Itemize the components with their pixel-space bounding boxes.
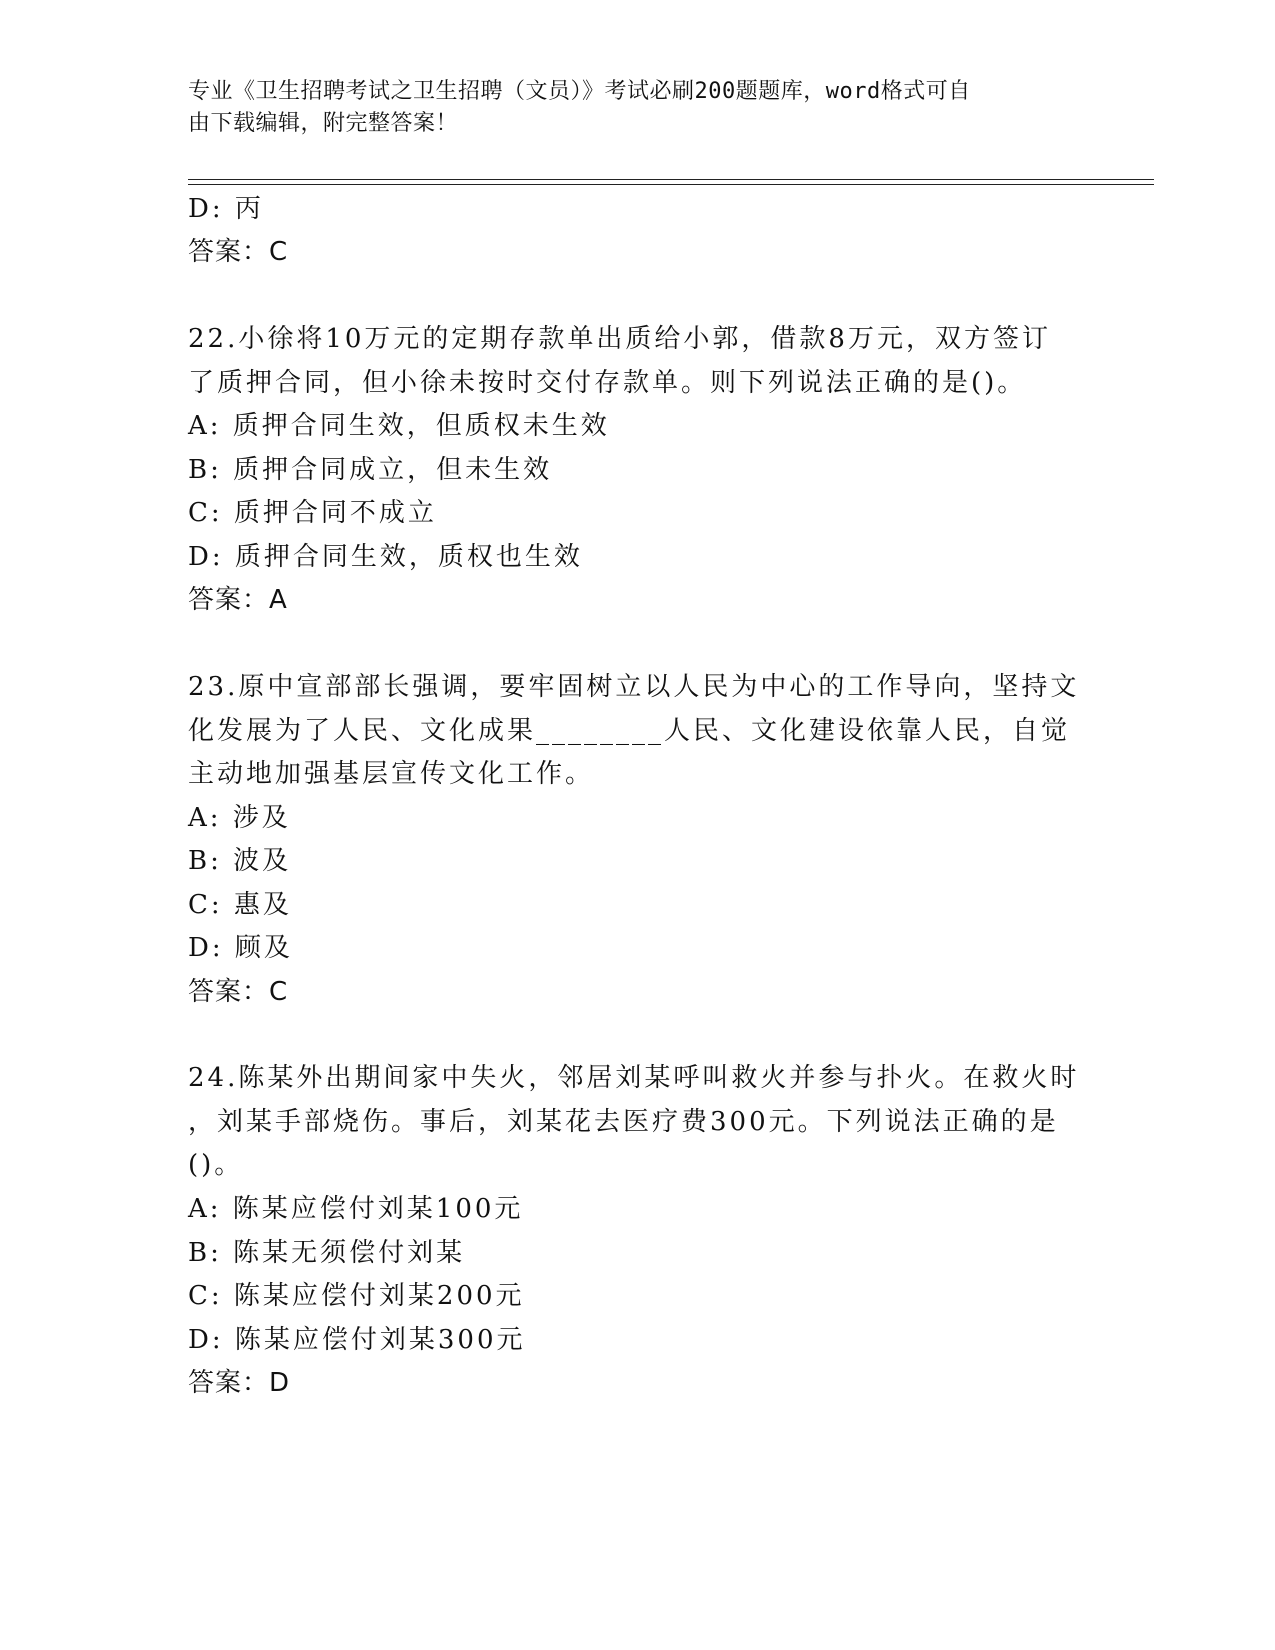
prev-answer: 答案：C [188, 237, 289, 267]
question-22-answer: 答案：A [188, 585, 288, 615]
question-22-option-b: B: 质押合同成立，但未生效 [188, 455, 553, 485]
question-23-line-1: 23.原中宣部部长强调，要牢固树立以人民为中心的工作导向，坚持文 [188, 672, 1080, 702]
question-23-option-c: C: 惠及 [188, 890, 292, 920]
question-24-option-d: D: 陈某应偿付刘某300元 [188, 1325, 526, 1355]
question-23-option-b: B: 波及 [188, 846, 292, 876]
header-line-2: 由下载编辑，附完整答案！ [188, 111, 459, 136]
question-23-line-2: 化发展为了人民、文化成果________人民、文化建设依靠人民，自觉 [188, 716, 1071, 746]
question-22-option-c: C: 质押合同不成立 [188, 498, 437, 528]
question-22-line-2: 了质押合同，但小徐未按时交付存款单。则下列说法正确的是()。 [188, 368, 1027, 398]
header-divider-bottom [188, 184, 1154, 185]
header-divider-top [188, 179, 1154, 180]
question-24-option-a: A: 陈某应偿付刘某100元 [188, 1194, 524, 1224]
question-24-answer: 答案：D [188, 1368, 291, 1398]
page-header [188, 76, 1068, 140]
question-24-line-1: 24.陈某外出期间家中失火，邻居刘某呼叫救火并参与扑火。在救火时 [188, 1063, 1080, 1093]
prev-option-d: D: 丙 [188, 194, 264, 224]
question-24-option-c: C: 陈某应偿付刘某200元 [188, 1281, 525, 1311]
question-24-line-2: ，刘某手部烧伤。事后，刘某花去医疗费300元。下列说法正确的是 [188, 1107, 1059, 1137]
question-22-line-1: 22.小徐将10万元的定期存款单出质给小郭，借款8万元，双方签订 [188, 324, 1051, 354]
question-22-option-a: A: 质押合同生效，但质权未生效 [188, 411, 610, 441]
header-line-1: 专业《卫生招聘考试之卫生招聘（文员）》考试必刷200题题库，word格式可自 [188, 79, 971, 104]
question-24-option-b: B: 陈某无须偿付刘某 [188, 1238, 466, 1268]
question-23-answer: 答案：C [188, 977, 289, 1007]
question-23-option-a: A: 涉及 [188, 803, 291, 833]
question-24-line-3: ()。 [188, 1150, 244, 1180]
question-23-option-d: D: 顾及 [188, 933, 293, 963]
question-23-line-3: 主动地加强基层宣传文化工作。 [188, 759, 595, 789]
question-22-option-d: D: 质押合同生效，质权也生效 [188, 542, 583, 572]
